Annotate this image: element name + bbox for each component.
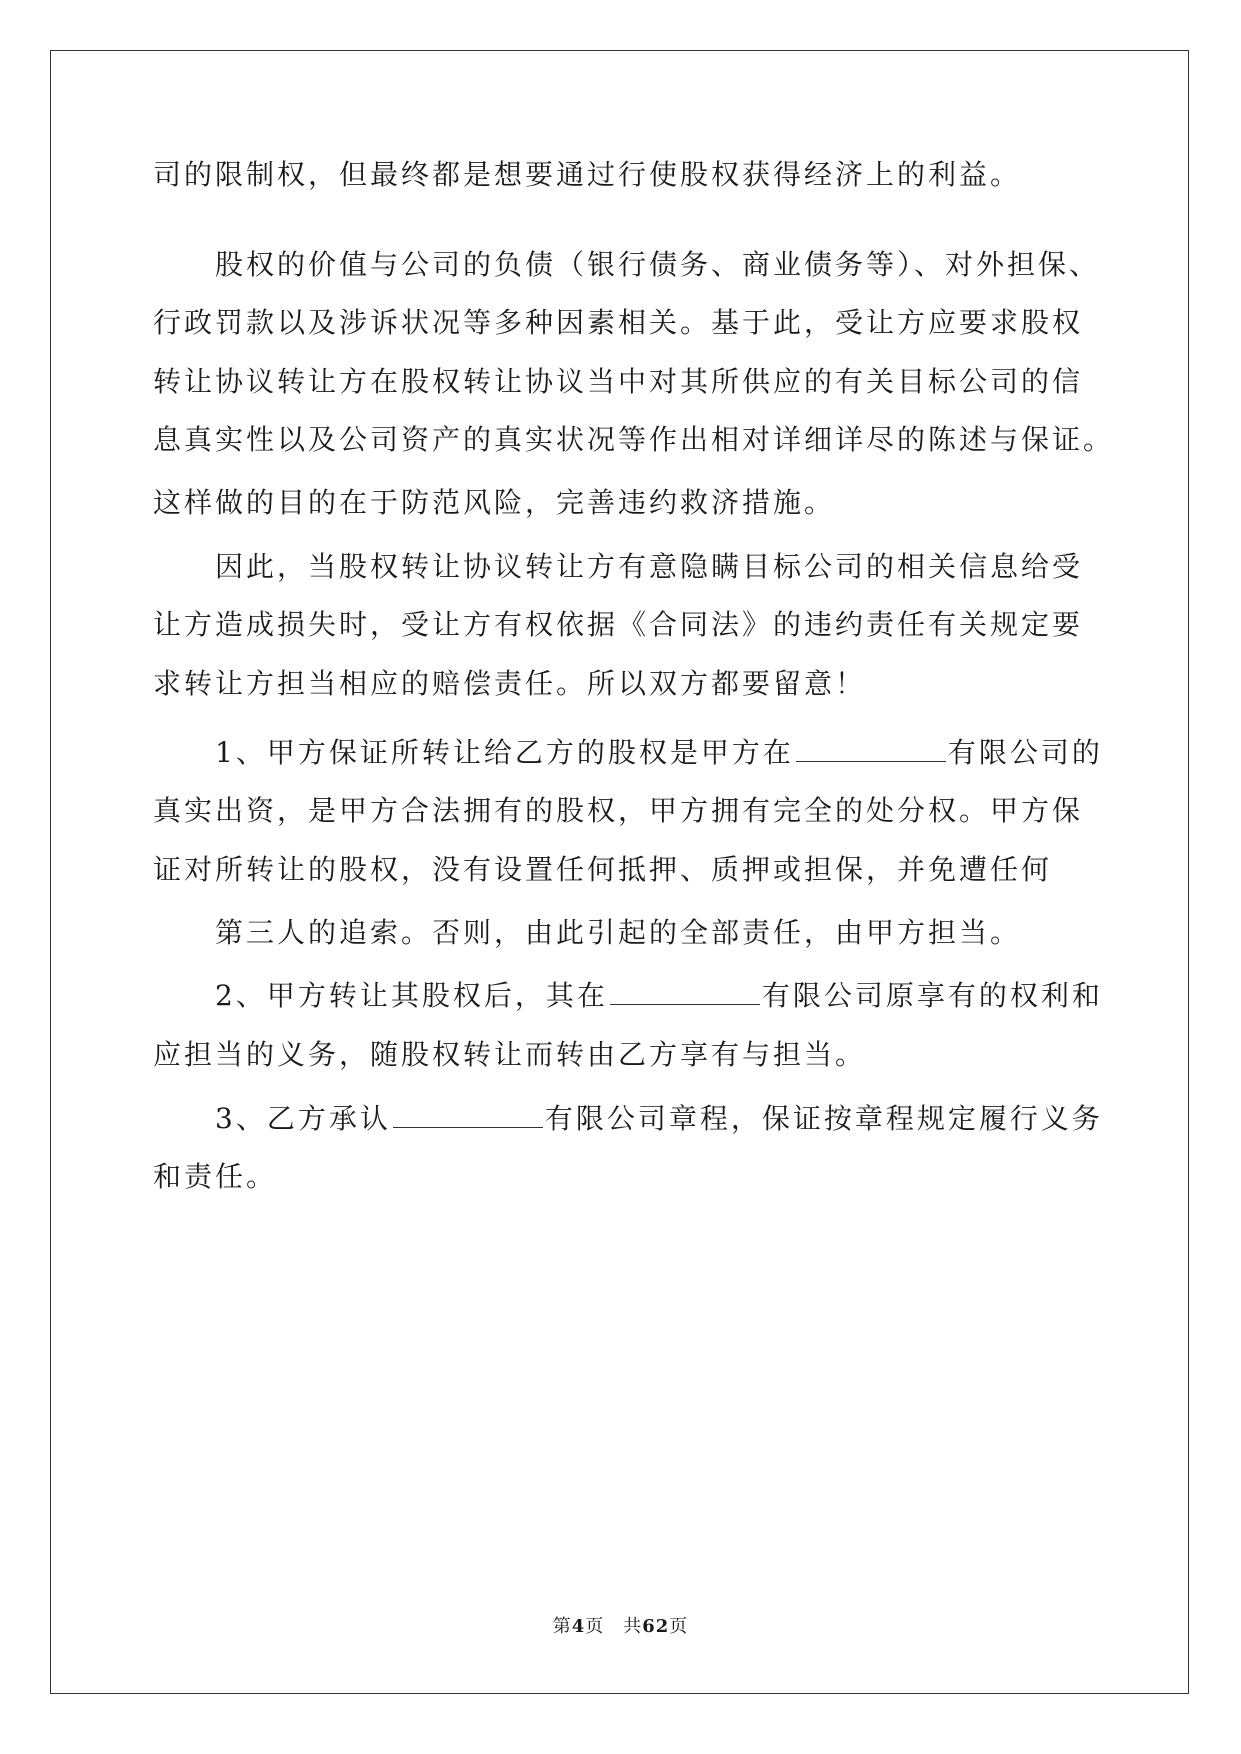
text-line: 真实出资，是甲方合法拥有的股权，甲方拥有完全的处分权。甲方保 <box>153 794 1084 827</box>
footer-mid: 页 共 <box>585 1616 643 1637</box>
clause-2-line <box>215 976 1103 1016</box>
page-number: 4 <box>571 1616 586 1637</box>
fill-in-blank <box>610 976 760 1005</box>
text-line: 这样做的目的在于防范风险，完善违约救济措施。 <box>153 486 836 519</box>
text-segment: 2、甲方转让其股权后，其在 <box>215 979 608 1012</box>
footer-prefix: 第 <box>552 1616 572 1637</box>
text-segment: 1、甲方保证所转让给乙方的股权是甲方在 <box>215 736 794 769</box>
text-line: 转让协议转让方在股权转让协议当中对其所供应的有关目标公司的信 <box>153 365 1084 398</box>
page-footer <box>0 1612 1241 1638</box>
fill-in-blank <box>393 1099 543 1128</box>
fill-in-blank <box>796 733 946 762</box>
clause-1-line <box>215 733 1103 773</box>
text-line: 和责任。 <box>153 1160 278 1193</box>
text-segment: 有限公司原享有的权利和 <box>761 979 1103 1012</box>
text-line: 让方造成损失时，受让方有权依据《合同法》的违约责任有关规定要 <box>153 608 1084 641</box>
text-line: 行政罚款以及涉诉状况等多种因素相关。基于此，受让方应要求股权 <box>153 306 1084 339</box>
text-line: 股权的价值与公司的负债（银行债务、商业债务等）、对外担保、 <box>215 248 1101 281</box>
footer-suffix: 页 <box>669 1616 689 1637</box>
text-segment: 3、乙方承认 <box>215 1102 391 1135</box>
text-line: 第三人的追索。否则，由此引起的全部责任，由甲方担当。 <box>215 916 1022 949</box>
text-line: 应担当的义务，随股权转让而转由乙方享有与担当。 <box>153 1038 867 1071</box>
text-line: 证对所转让的股权，没有设置任何抵押、质押或担保，并免遭任何 <box>153 853 1053 886</box>
total-pages: 62 <box>642 1616 670 1637</box>
text-line: 司的限制权，但最终都是想要通过行使股权获得经济上的利益。 <box>153 158 1022 191</box>
text-line: 息真实性以及公司资产的真实状况等作出相对详细详尽的陈述与保证。 <box>153 423 1115 456</box>
clause-3-line <box>215 1099 1103 1139</box>
text-segment: 有限公司章程，保证按章程规定履行义务 <box>544 1102 1103 1135</box>
text-line: 求转让方担当相应的赔偿责任。所以双方都要留意！ <box>153 667 867 700</box>
text-segment: 有限公司的 <box>947 736 1103 769</box>
text-line: 因此，当股权转让协议转让方有意隐瞒目标公司的相关信息给受 <box>215 550 1084 583</box>
